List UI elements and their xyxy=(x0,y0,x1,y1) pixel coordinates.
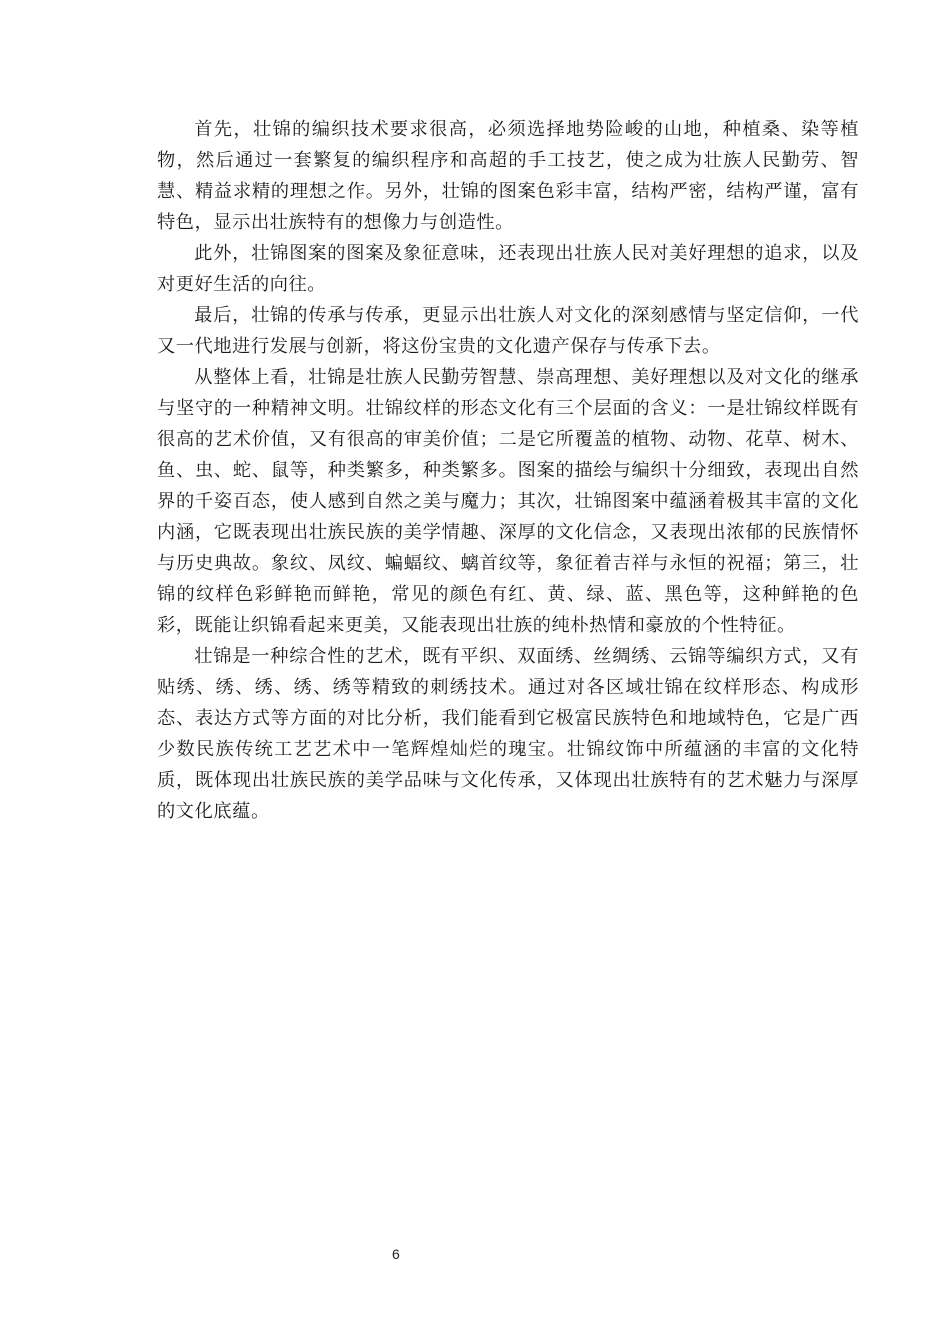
paragraph-4: 从整体上看，壮锦是壮族人民勤劳智慧、崇高理想、美好理想以及对文化的继承与坚守的一种精神文明。壮锦纹样的形态文化有三个层面的含义：一是壮锦纹样既有很高的艺术价值，又有很高的审美价值；二是它所覆盖的植物、动物、花草、树木、鱼、虫、蛇、鼠等，种类繁多，种类繁多。图案的描绘与编织十分细致，表现出自然界的千姿百态，使人感到自然之美与魔力；其次，壮锦图案中蕴涵着极其丰富的文化内涵，它既表现出壮族民族的美学情趣、深厚的文化信念，又表现出浓郁的民族情怀与历史典故。象纹、凤纹、蝙蝠纹、螭首纹等，象征着吉祥与永恒的祝福；第三，壮锦的纹样色彩鲜艳而鲜艳，常见的颜色有红、黄、绿、蓝、黑色等，这种鲜艳的色彩，既能让织锦看起来更美，又能表现出壮族的纯朴热情和豪放的个性特征。 xyxy=(157,367,859,636)
body-text xyxy=(157,114,859,827)
paragraph-3: 最后，壮锦的传承与传承，更显示出壮族人对文化的深刻感情与坚定信仰，一代又一代地进行发展与创新，将这份宝贵的文化遗产保存与传承下去。 xyxy=(157,305,859,357)
paragraph-2: 此外，壮锦图案的图案及象征意味，还表现出壮族人民对美好理想的追求，以及对更好生活的向往。 xyxy=(157,243,859,295)
paragraph-5: 壮锦是一种综合性的艺术，既有平织、双面绣、丝绸绣、云锦等编织方式，又有贴绣、绣、绣、绣、绣等精致的刺绣技术。通过对各区域壮锦在纹样形态、构成形态、表达方式等方面的对比分析，我们能看到它极富民族特色和地域特色，它是广西少数民族传统工艺艺术中一笔辉煌灿烂的瑰宝。壮锦纹饰中所蕴涵的丰富的文化特质，既体现出壮族民族的美学品味与文化传承，又体现出壮族特有的艺术魅力与深厚的文化底蕴。 xyxy=(157,646,859,822)
paragraph-1: 首先，壮锦的编织技术要求很高，必须选择地势险峻的山地，种植桑、染等植物，然后通过一套繁复的编织程序和高超的手工技艺，使之成为壮族人民勤劳、智慧、精益求精的理想之作。另外，壮锦的图案色彩丰富，结构严密，结构严谨，富有特色，显示出壮族特有的想像力与创造性。 xyxy=(157,119,859,233)
page-number: 6 xyxy=(392,1246,400,1262)
